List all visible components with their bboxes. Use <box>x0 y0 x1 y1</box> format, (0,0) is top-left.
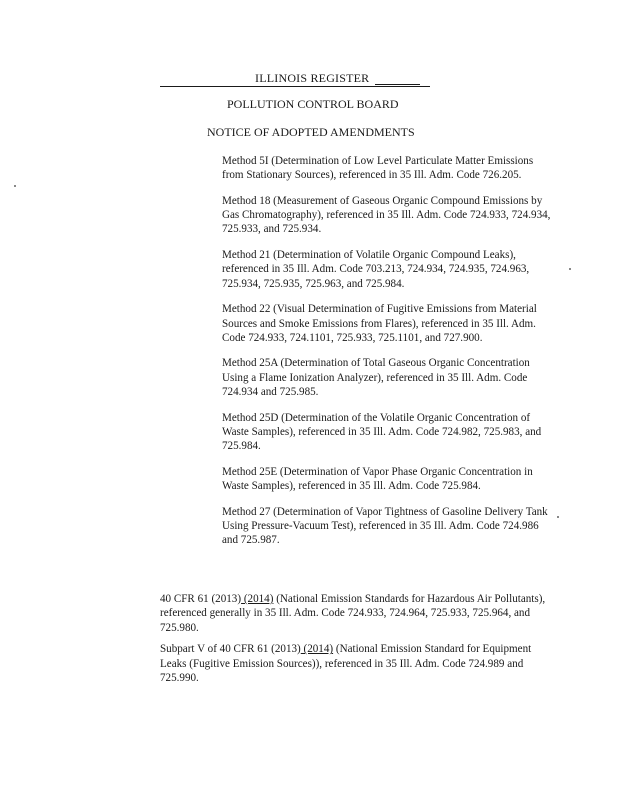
method-item: Method 21 (Determination of Volatile Organic Compound Leaks), referenced in 35 Ill. Adm. Code 703.213, 724.934, 724.935, 724.963, 725.934, 725.935, 725.963, and 725.984. <box>222 249 530 290</box>
inserted-amendment: (2014) <box>300 643 334 656</box>
method-item: Method 27 (Determination of Vapor Tightness of Gasoline Delivery Tank Using Pressure-Vacuum Test), referenced in 35 Ill. Adm. Code 724.986 and 725.987. <box>222 505 548 547</box>
cfr-references <box>160 592 558 693</box>
cfr-text: (National Emission Standard for Equipment Leaks (Fugitive Emission Sources)), referenced in 35 Ill. Adm. Code 724.989 and 725.990. <box>160 643 532 684</box>
inserted-amendment: (2014) <box>241 593 274 605</box>
cfr-text: (National Emission Standards for Hazardous Air Pollutants), referenced generally in 35 Ill. Adm. Code 724.933, 724.964, 725.933, 725.964, and 725.980. <box>160 593 546 634</box>
cfr-reference-item <box>160 592 558 635</box>
register-title: ILLINOIS REGISTER <box>255 71 370 85</box>
cfr-text: Subpart V of 40 CFR 61 (2013) <box>160 643 301 656</box>
board-title: POLLUTION CONTROL BOARD <box>227 97 399 111</box>
notice-title: NOTICE OF ADOPTED AMENDMENTS <box>207 125 415 139</box>
method-item: Method 22 (Visual Determination of Fugitive Emissions from Material Sources and Smoke Emissions from Flares), referenced in 35 Ill. Adm. Code 724.933, 724.1101, 725.933, 725.1101, and 727.900. <box>222 303 537 344</box>
cfr-text: 40 CFR 61 (2013) <box>160 593 242 605</box>
scan-speck <box>14 185 16 187</box>
method-item: Method 5I (Determination of Low Level Particulate Matter Emissions from Stationary Sources), referenced in 35 Ill. Adm. Code 726.205. <box>222 155 534 182</box>
header-rule <box>160 86 430 87</box>
header-rule-accent <box>375 84 420 85</box>
method-item: Method 25D (Determination of the Volatile Organic Concentration of Waste Samples), referenced in 35 Ill. Adm. Code 724.982, 725.983, and 725.984. <box>222 411 542 453</box>
scan-speck <box>569 268 571 270</box>
scan-speck <box>557 516 559 518</box>
method-item: Method 18 (Measurement of Gaseous Organic Compound Emissions by Gas Chromatography), referenced in 35 Ill. Adm. Code 724.933, 724.934, 725.933, and 725.934. <box>222 194 551 236</box>
method-item: Method 25E (Determination of Vapor Phase Organic Concentration in Waste Samples), referenced in 35 Ill. Adm. Code 725.984. <box>222 465 533 493</box>
cfr-reference-item <box>160 642 558 685</box>
methods-list <box>222 154 557 559</box>
method-item: Method 25A (Determination of Total Gaseous Organic Concentration Using a Flame Ionization Analyzer), referenced in 35 Ill. Adm. Code 724.934 and 725.985. <box>222 357 530 399</box>
